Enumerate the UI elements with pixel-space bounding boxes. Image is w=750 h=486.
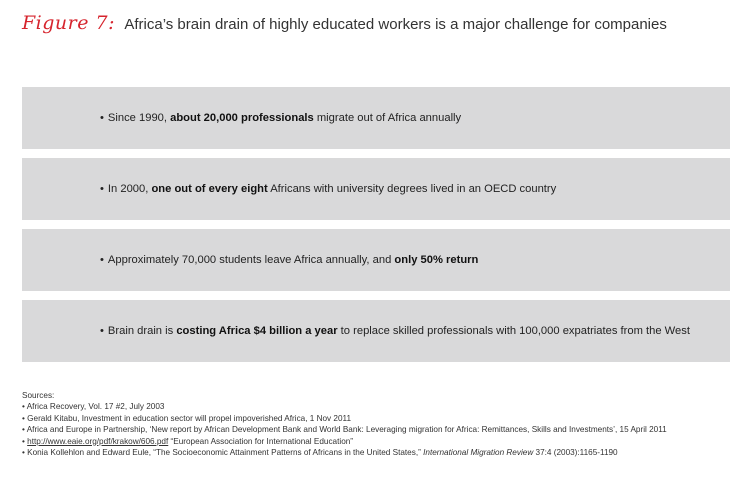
source-item [22,401,742,412]
fact-pre: In 2000, [107,183,152,195]
source-text: “European Association for International Education” [168,436,354,446]
source-journal: International Migration Review [423,448,534,458]
fact-highlight: costing Africa $4 billion a year [176,325,338,337]
bullet: • [22,425,25,435]
bullet: • [22,402,25,412]
source-item [22,447,742,458]
fact-text [22,112,461,124]
bullet: • [100,112,104,124]
sources-heading: Sources: [22,391,55,400]
fact-pre: Approximately 70,000 students leave Africa annually, and [107,254,395,266]
bullet: • [22,413,25,423]
fact-text [22,183,556,195]
source-text: Africa and Europe in Partnership, ‘New report by African Development Bank and World Bank: Leveraging migration for Africa: Remittances, Skills and Investments’, 15 April 2011 [26,425,667,435]
fact-text [22,254,478,266]
source-item [22,413,742,424]
source-link[interactable]: http://www.eaie.org/pdf/krakow/606.pdf [27,436,169,446]
fact-box-4 [22,300,730,362]
fact-highlight: about 20,000 professionals [170,112,314,124]
fact-highlight: one out of every eight [151,183,268,195]
fact-pre: Brain drain is [107,325,177,337]
fact-highlight: only 50% return [394,254,479,266]
bullet: • [100,325,104,337]
sources-block [22,390,742,458]
source-text: Africa Recovery, Vol. 17 #2, July 2003 [26,402,165,412]
fact-post: to replace skilled professionals with 100,000 expatriates from the West [337,325,690,337]
bullet: • [100,254,104,266]
bullet: • [22,436,25,446]
source-text: 37:4 (2003):1165-1190 [533,448,618,458]
source-item [22,436,742,447]
fact-box-1 [22,87,730,149]
fact-box-3 [22,229,730,291]
fact-text [22,325,690,337]
figure-heading: Africa’s brain drain of highly educated workers is a major challenge for companies [124,16,667,33]
fact-pre: Since 1990, [107,112,171,124]
figure-title [22,12,742,34]
source-item [22,424,742,435]
figure-label: Figure 7: [22,12,116,34]
bullet: • [100,183,104,195]
fact-post: Africans with university degrees lived in an OECD country [267,183,557,195]
fact-box-2 [22,158,730,220]
source-text: Gerald Kitabu, Investment in education sector will propel impoverished Africa, 1 Nov 2011 [27,413,352,423]
fact-post: migrate out of Africa annually [313,112,462,124]
bullet: • [22,448,25,458]
source-text: Konia Kollehlon and Edward Eule, “The Socioeconomic Attainment Patterns of Africans in the United States,” [27,448,424,458]
